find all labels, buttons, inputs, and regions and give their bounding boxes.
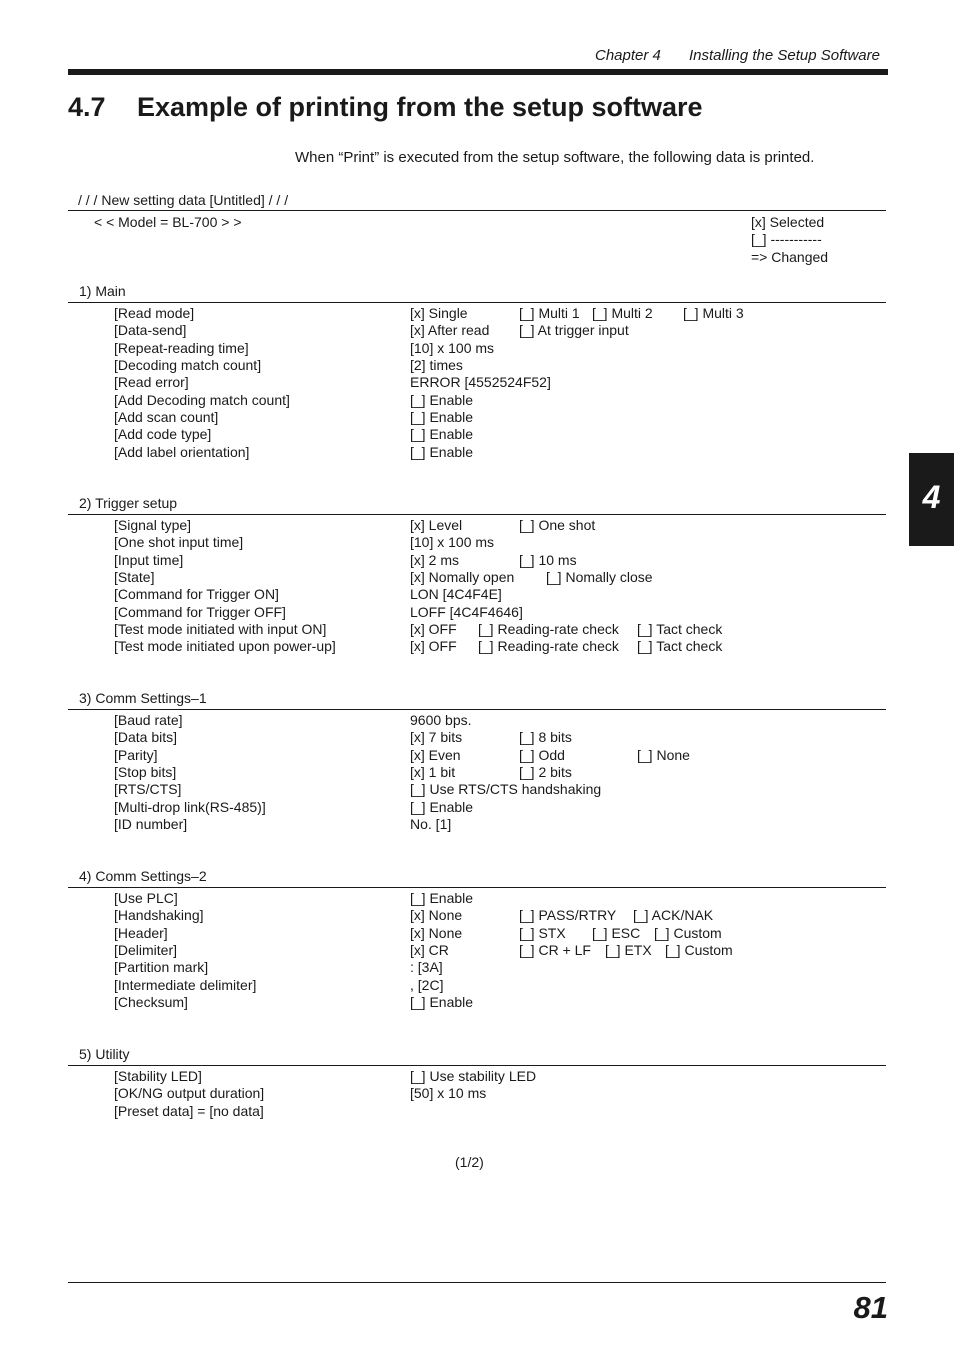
setting-value: [_] 2 bits bbox=[519, 764, 572, 780]
setting-value: [_] None bbox=[637, 747, 690, 763]
setting-label: [Baud rate] bbox=[114, 712, 183, 728]
chapter-tab-number: 4 bbox=[922, 479, 941, 515]
setting-label: [Preset data] = [no data] bbox=[114, 1103, 264, 1119]
setting-value: [x] OFF bbox=[410, 621, 457, 637]
setting-value: [_] At trigger input bbox=[519, 322, 629, 338]
setting-value: [x] CR bbox=[410, 942, 449, 958]
model-line: < < Model = BL-700 > > bbox=[94, 214, 242, 230]
setting-value: [x] Single bbox=[410, 305, 468, 321]
setting-label: [Repeat-reading time] bbox=[114, 340, 249, 356]
setting-label: [Read mode] bbox=[114, 305, 195, 321]
setting-label: [Multi-drop link(RS-485)] bbox=[114, 799, 266, 815]
setting-value: [50] x 10 ms bbox=[410, 1085, 487, 1101]
setting-value: [_] ACK/NAK bbox=[633, 907, 714, 923]
setting-value: [_] Use stability LED bbox=[410, 1068, 537, 1084]
setting-value: [2] times bbox=[410, 357, 463, 373]
section-rule bbox=[68, 709, 886, 710]
section-heading: 3) Comm Settings–1 bbox=[79, 690, 207, 706]
setting-label: [Add label orientation] bbox=[114, 444, 250, 460]
setting-label: [Add Decoding match count] bbox=[114, 392, 290, 408]
page-indicator: (1/2) bbox=[455, 1154, 484, 1170]
section-rule bbox=[68, 887, 886, 888]
legend-unselected: [_] ----------- bbox=[751, 231, 822, 247]
setting-label: [Input time] bbox=[114, 552, 184, 568]
setting-value: [x] 2 ms bbox=[410, 552, 460, 568]
setting-label: [Header] bbox=[114, 925, 168, 941]
chapter-tab bbox=[909, 453, 954, 546]
setting-label: [Test mode initiated with input ON] bbox=[114, 621, 327, 637]
legend-changed: => Changed bbox=[751, 249, 829, 265]
setting-label: [Add code type] bbox=[114, 426, 212, 442]
printout-title-rule bbox=[68, 210, 886, 211]
setting-value: [x] None bbox=[410, 907, 463, 923]
running-header-title: Installing the Setup Software bbox=[689, 47, 880, 64]
setting-value: [_] 8 bits bbox=[519, 729, 572, 745]
setting-label: [Parity] bbox=[114, 747, 158, 763]
setting-value: [x] 7 bits bbox=[410, 729, 463, 745]
setting-value: [_] Multi 3 bbox=[683, 305, 744, 321]
setting-value: [x] 1 bit bbox=[410, 764, 456, 780]
setting-value: [_] STX bbox=[519, 925, 566, 941]
setting-label: [Signal type] bbox=[114, 517, 192, 533]
setting-label: [One shot input time] bbox=[114, 534, 244, 550]
intro-paragraph: When “Print” is executed from the setup software, the following data is printed. bbox=[295, 149, 815, 166]
setting-value: [_] Enable bbox=[410, 994, 474, 1010]
setting-label: [Stop bits] bbox=[114, 764, 177, 780]
setting-value: ERROR [4552524F52] bbox=[410, 374, 551, 390]
legend-selected: [x] Selected bbox=[751, 214, 825, 230]
section-heading: 1) Main bbox=[79, 283, 126, 299]
setting-label: [Read error] bbox=[114, 374, 189, 390]
setting-value: 9600 bps. bbox=[410, 712, 472, 728]
setting-label: [Handshaking] bbox=[114, 907, 204, 923]
setting-label: [ID number] bbox=[114, 816, 188, 832]
setting-value: [10] x 100 ms bbox=[410, 340, 495, 356]
section-heading: 2) Trigger setup bbox=[79, 495, 178, 511]
setting-value: [_] Enable bbox=[410, 392, 474, 408]
setting-value: [_] Multi 2 bbox=[592, 305, 653, 321]
setting-value: [_] Enable bbox=[410, 409, 474, 425]
footer-rule bbox=[68, 1282, 886, 1283]
setting-value: [_] Multi 1 bbox=[519, 305, 580, 321]
setting-value: No. [1] bbox=[410, 816, 452, 832]
page-number: 81 bbox=[853, 1290, 888, 1325]
setting-value: [_] One shot bbox=[519, 517, 596, 533]
setting-value: [_] PASS/RTRY bbox=[519, 907, 617, 923]
setting-label: [Use PLC] bbox=[114, 890, 178, 906]
setting-value: : [3A] bbox=[410, 959, 443, 975]
setting-value: [x] Even bbox=[410, 747, 461, 763]
setting-label: [Data-send] bbox=[114, 322, 187, 338]
setting-value: [_] Enable bbox=[410, 799, 474, 815]
setting-value: [_] Use RTS/CTS handshaking bbox=[410, 781, 602, 797]
section-title: Example of printing from the setup software bbox=[137, 92, 703, 122]
setting-label: [Command for Trigger OFF] bbox=[114, 604, 286, 620]
setting-label: [Partition mark] bbox=[114, 959, 209, 975]
setting-value: [_] CR + LF bbox=[519, 942, 591, 958]
setting-value: [_] Nomally close bbox=[546, 569, 653, 585]
setting-value: [_] Tact check bbox=[637, 621, 723, 637]
setting-value: , [2C] bbox=[410, 977, 444, 993]
setting-value: [10] x 100 ms bbox=[410, 534, 495, 550]
setting-label: [Add scan count] bbox=[114, 409, 219, 425]
setting-label: [Stability LED] bbox=[114, 1068, 202, 1084]
setting-value: [_] Enable bbox=[410, 426, 474, 442]
section-heading: 4) Comm Settings–2 bbox=[79, 868, 207, 884]
setting-label: [Command for Trigger ON] bbox=[114, 586, 279, 602]
setting-label: [Delimiter] bbox=[114, 942, 178, 958]
setting-label: [Decoding match count] bbox=[114, 357, 262, 373]
setting-value: [_] Custom bbox=[654, 925, 722, 941]
setting-value: [x] Level bbox=[410, 517, 463, 533]
running-header-chapter: Chapter 4 bbox=[595, 47, 661, 64]
setting-value: [_] Odd bbox=[519, 747, 565, 763]
setting-value: [x] None bbox=[410, 925, 463, 941]
setting-value: [x] OFF bbox=[410, 638, 457, 654]
setting-value: LON [4C4F4E] bbox=[410, 586, 502, 602]
header-rule bbox=[68, 69, 888, 75]
setting-value: [_] Enable bbox=[410, 890, 474, 906]
section-rule bbox=[68, 1065, 886, 1066]
section-rule bbox=[68, 302, 886, 303]
setting-label: [Test mode initiated upon power-up] bbox=[114, 638, 336, 654]
setting-value: [_] ETX bbox=[605, 942, 652, 958]
setting-value: [_] 10 ms bbox=[519, 552, 577, 568]
section-rule bbox=[68, 514, 886, 515]
setting-label: [Intermediate delimiter] bbox=[114, 977, 257, 993]
setting-value: [_] Enable bbox=[410, 444, 474, 460]
setting-value: [_] Tact check bbox=[637, 638, 723, 654]
setting-label: [Checksum] bbox=[114, 994, 188, 1010]
setting-label: [State] bbox=[114, 569, 155, 585]
setting-label: [OK/NG output duration] bbox=[114, 1085, 265, 1101]
printout-title: / / / New setting data [Untitled] / / / bbox=[78, 192, 289, 208]
setting-label: [RTS/CTS] bbox=[114, 781, 182, 797]
section-number: 4.7 bbox=[68, 92, 106, 122]
setting-value: LOFF [4C4F4646] bbox=[410, 604, 523, 620]
section-heading: 5) Utility bbox=[79, 1046, 130, 1062]
setting-label: [Data bits] bbox=[114, 729, 178, 745]
setting-value: [x] After read bbox=[410, 322, 490, 338]
setting-value: [x] Nomally open bbox=[410, 569, 515, 585]
setting-value: [_] Reading-rate check bbox=[478, 621, 619, 637]
setting-value: [_] ESC bbox=[592, 925, 641, 941]
setting-value: [_] Custom bbox=[665, 942, 733, 958]
setting-value: [_] Reading-rate check bbox=[478, 638, 619, 654]
